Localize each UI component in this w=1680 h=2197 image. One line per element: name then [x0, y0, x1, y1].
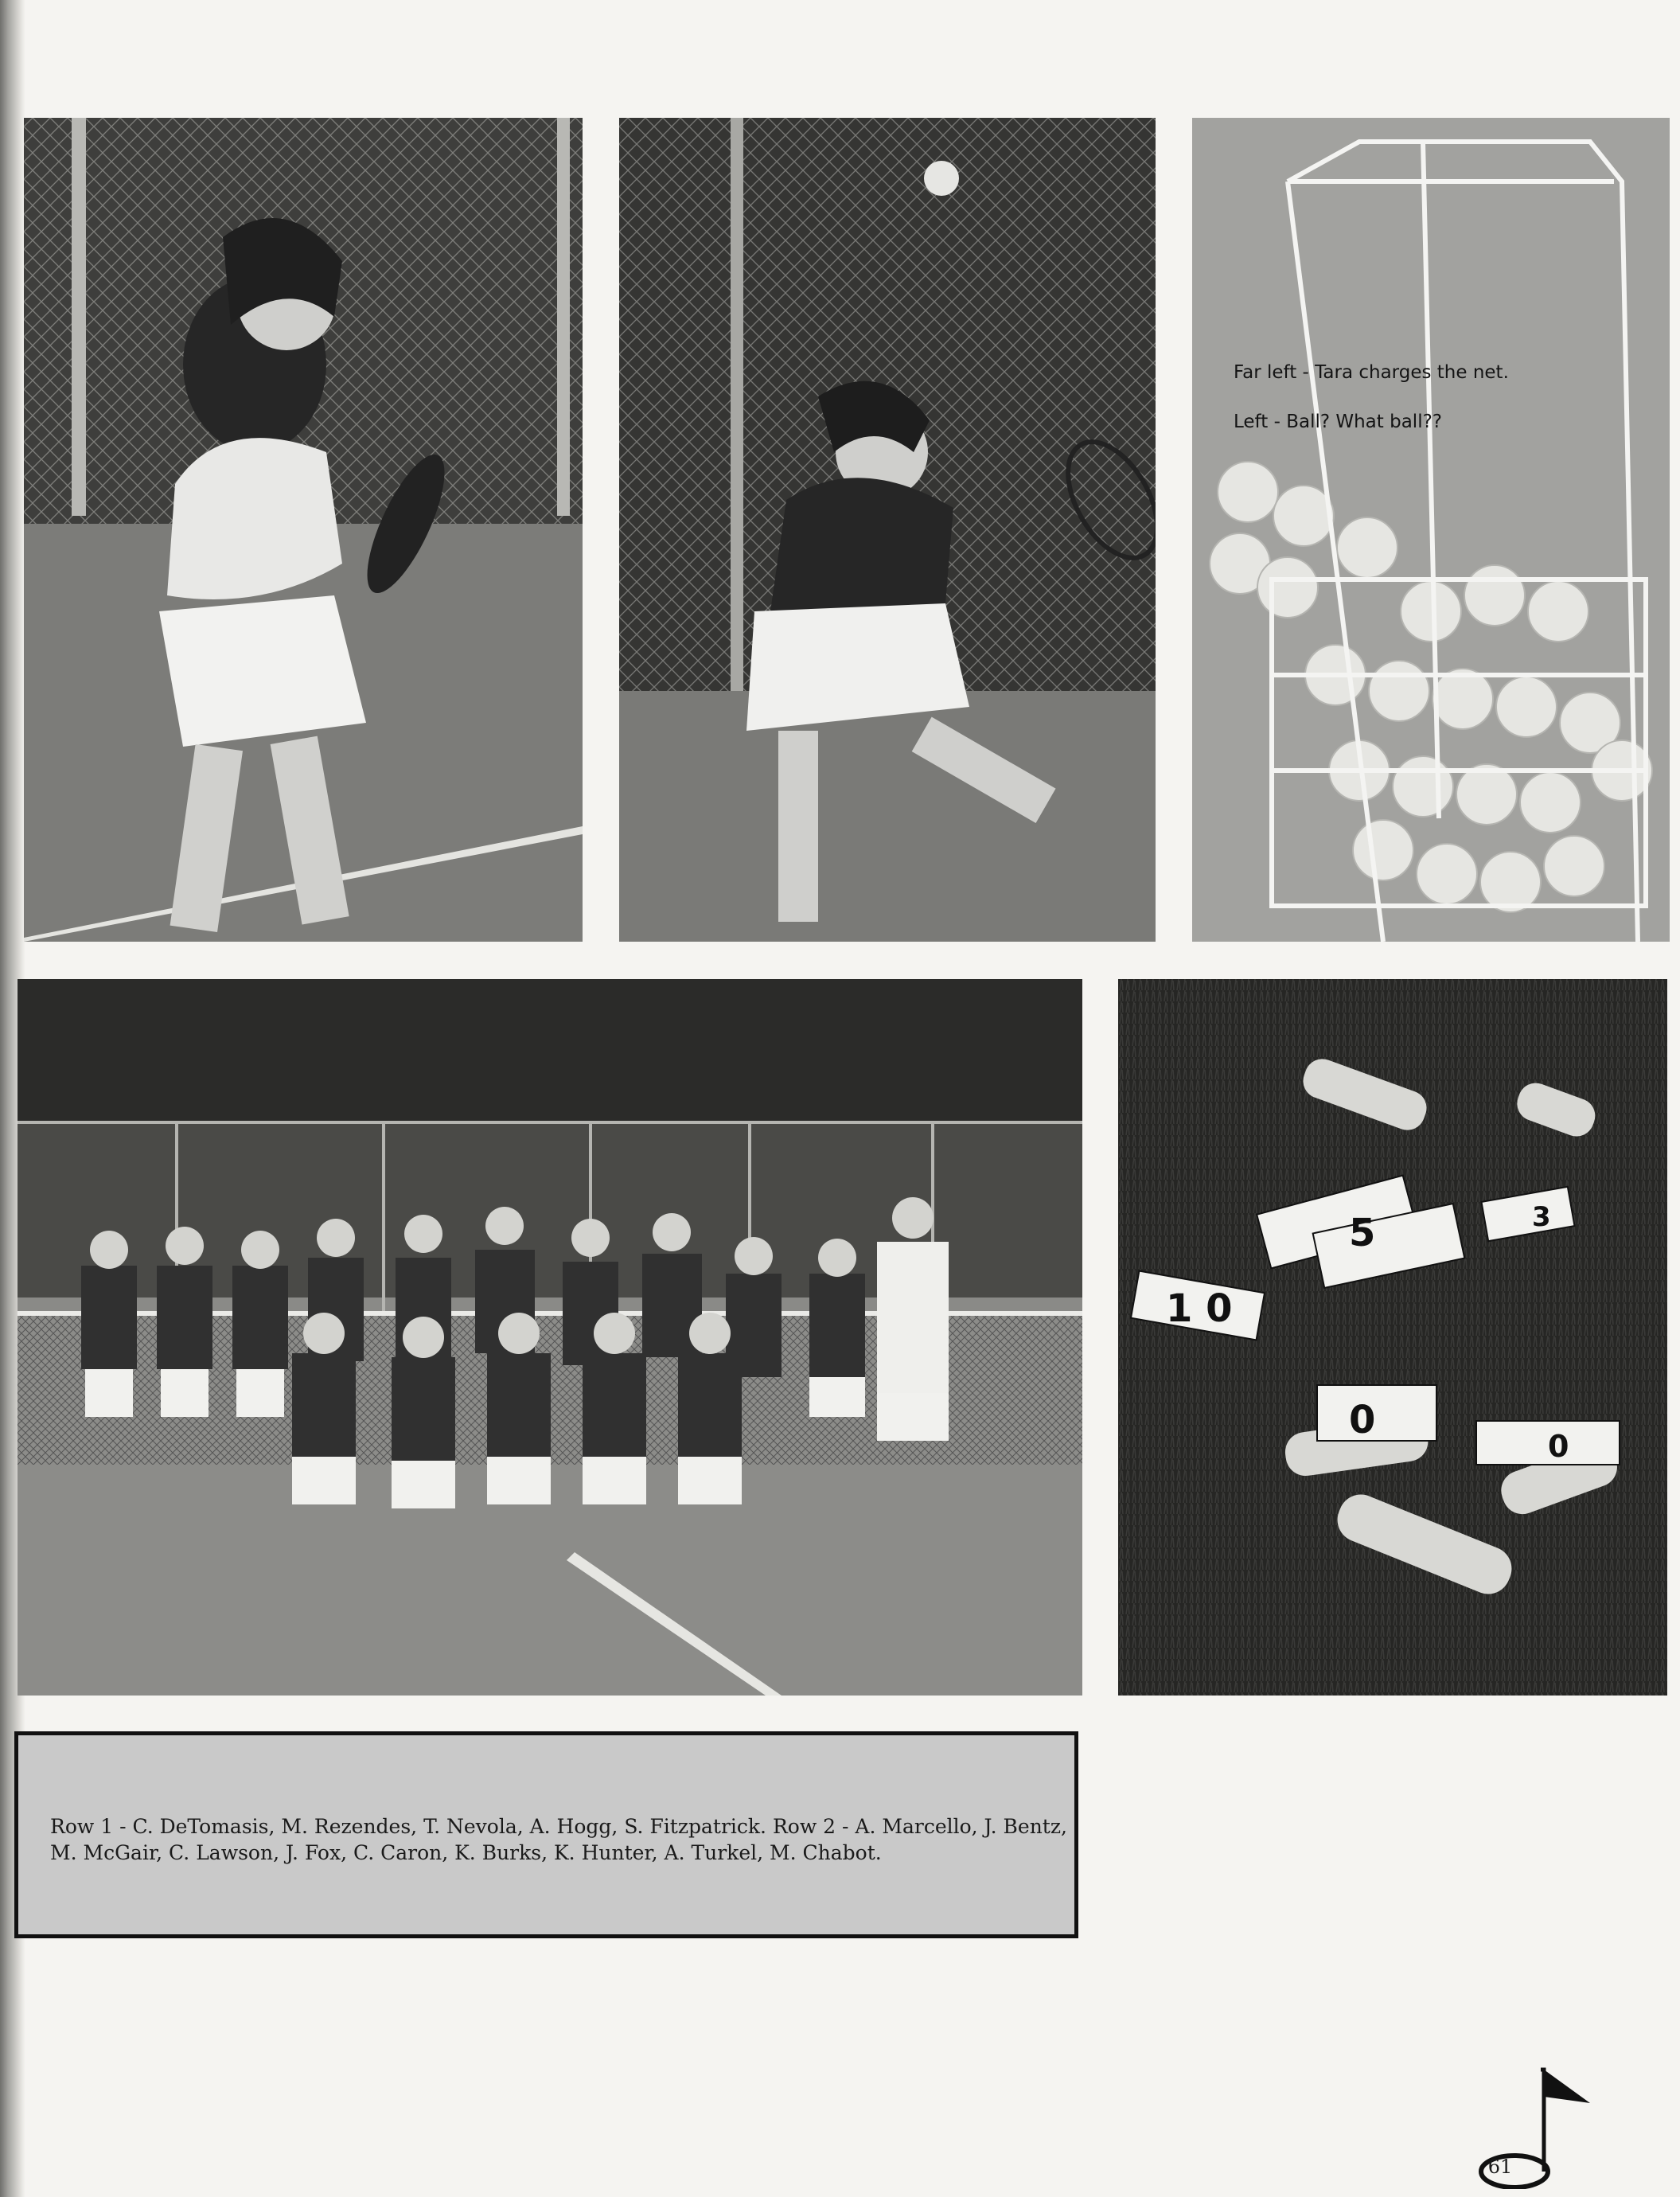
caption-left: Left - Ball? What ball?? [1234, 411, 1442, 432]
photo-captions [1234, 362, 1600, 460]
caption-far-left: Far left - Tara charges the net. [1234, 362, 1509, 383]
scorecards-and-cans-photo [1118, 979, 1667, 1696]
svg-text:1 0: 1 0 [1166, 1286, 1233, 1331]
music-note-folio-icon [1455, 2062, 1598, 2189]
svg-text:0: 0 [1349, 1398, 1376, 1442]
roster-caption-text: Row 1 - C. DeTomasis, M. Rezendes, T. Nevola, A. Hogg, S. Fitzpatrick. Row 2 - A. Marcello, J. Bentz, M. McGair, C. Lawson, J. Fox, C. Caron, K. Burks, K. Hunter, A. Turkel, M. Chabot. [50, 1815, 1067, 1865]
page-number: 61 [1487, 2156, 1513, 2178]
player-forehand-photo [24, 118, 583, 942]
svg-text:3: 3 [1532, 1201, 1551, 1233]
player-serve-photo [619, 118, 1156, 942]
roster-caption-box [14, 1731, 1078, 1938]
ball-basket-photo [1192, 118, 1670, 942]
svg-text:0: 0 [1548, 1429, 1569, 1464]
svg-text:5: 5 [1349, 1211, 1376, 1255]
team-group-photo [18, 979, 1082, 1696]
